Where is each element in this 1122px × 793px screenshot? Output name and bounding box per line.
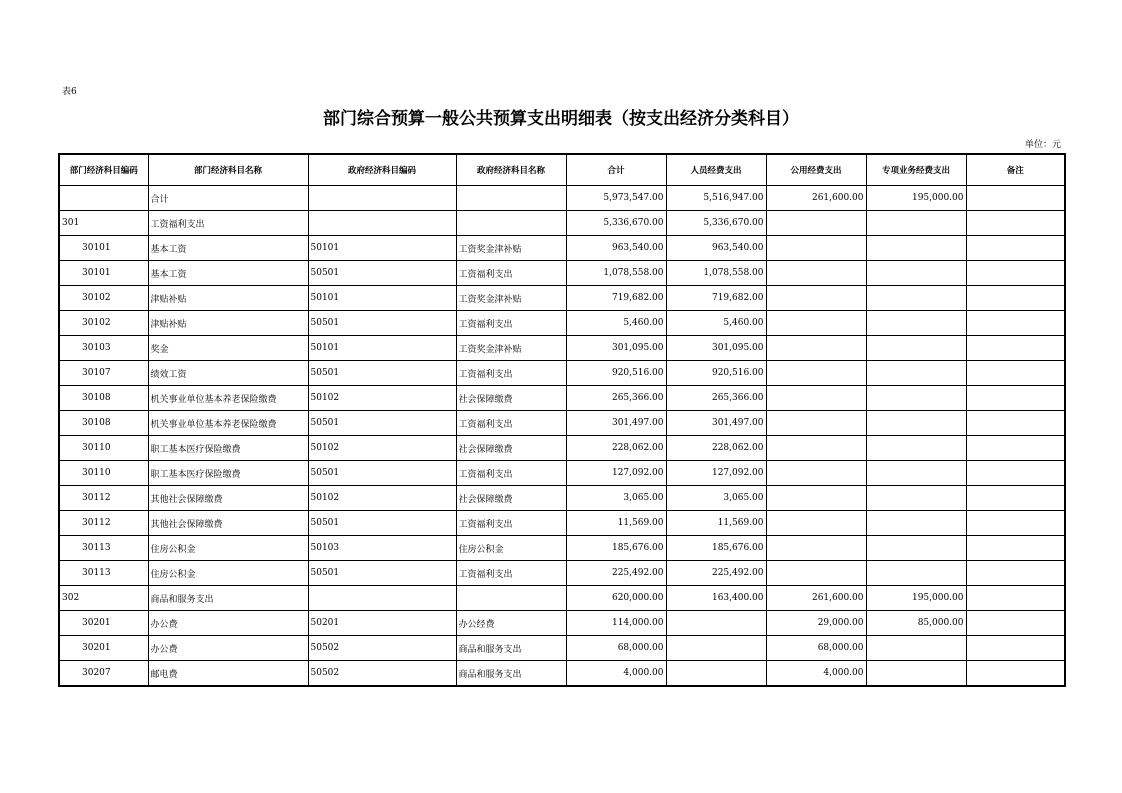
cell-personnel xyxy=(666,661,766,687)
cell-dept-code: 30112 xyxy=(59,511,148,536)
cell-public: 261,600.00 xyxy=(766,186,866,211)
cell-personnel: 3,065.00 xyxy=(666,486,766,511)
cell-dept-code: 30101 xyxy=(59,261,148,286)
cell-total: 5,460.00 xyxy=(566,311,666,336)
cell-dept-name: 其他社会保障缴费 xyxy=(148,486,308,511)
cell-personnel: 225,492.00 xyxy=(666,561,766,586)
cell-dept-name: 基本工资 xyxy=(148,236,308,261)
cell-public: 261,600.00 xyxy=(766,586,866,611)
cell-personnel: 920,516.00 xyxy=(666,361,766,386)
cell-public xyxy=(766,561,866,586)
cell-special xyxy=(866,561,966,586)
cell-special xyxy=(866,486,966,511)
table-row xyxy=(59,536,1065,561)
cell-dept-code: 30110 xyxy=(59,436,148,461)
cell-public xyxy=(766,436,866,461)
table-row xyxy=(59,436,1065,461)
cell-note xyxy=(966,211,1065,236)
cell-special xyxy=(866,211,966,236)
cell-note xyxy=(966,611,1065,636)
cell-dept-code: 30108 xyxy=(59,386,148,411)
cell-public xyxy=(766,536,866,561)
cell-gov-code: 50502 xyxy=(308,661,456,687)
cell-note xyxy=(966,286,1065,311)
cell-dept-name: 机关事业单位基本养老保险缴费 xyxy=(148,386,308,411)
cell-gov-code: 50101 xyxy=(308,236,456,261)
cell-dept-code: 30112 xyxy=(59,486,148,511)
cell-note xyxy=(966,536,1065,561)
cell-gov-code: 50501 xyxy=(308,561,456,586)
cell-personnel: 11,569.00 xyxy=(666,511,766,536)
cell-special xyxy=(866,436,966,461)
cell-dept-name: 办公费 xyxy=(148,636,308,661)
cell-personnel: 301,095.00 xyxy=(666,336,766,361)
table-row xyxy=(59,336,1065,361)
cell-total: 719,682.00 xyxy=(566,286,666,311)
cell-dept-name: 绩效工资 xyxy=(148,361,308,386)
cell-personnel xyxy=(666,611,766,636)
cell-dept-code: 30110 xyxy=(59,461,148,486)
cell-special xyxy=(866,236,966,261)
table-row xyxy=(59,636,1065,661)
cell-gov-code: 50501 xyxy=(308,411,456,436)
cell-personnel: 301,497.00 xyxy=(666,411,766,436)
header-special: 专项业务经费支出 xyxy=(866,154,966,186)
cell-gov-code: 50102 xyxy=(308,386,456,411)
cell-personnel: 163,400.00 xyxy=(666,586,766,611)
cell-note xyxy=(966,586,1065,611)
cell-special: 195,000.00 xyxy=(866,186,966,211)
table-row xyxy=(59,611,1065,636)
cell-gov-name: 工资福利支出 xyxy=(456,261,566,286)
cell-note xyxy=(966,436,1065,461)
cell-dept-name: 其他社会保障缴费 xyxy=(148,511,308,536)
cell-special xyxy=(866,261,966,286)
cell-public xyxy=(766,511,866,536)
cell-total: 68,000.00 xyxy=(566,636,666,661)
cell-dept-code: 30113 xyxy=(59,561,148,586)
cell-total: 3,065.00 xyxy=(566,486,666,511)
cell-dept-code: 30201 xyxy=(59,611,148,636)
cell-gov-name: 工资福利支出 xyxy=(456,411,566,436)
cell-gov-code xyxy=(308,586,456,611)
cell-personnel: 185,676.00 xyxy=(666,536,766,561)
cell-gov-code: 50102 xyxy=(308,436,456,461)
header-dept-name: 部门经济科目名称 xyxy=(148,154,308,186)
cell-dept-code xyxy=(59,186,148,211)
cell-gov-code: 50501 xyxy=(308,461,456,486)
cell-total: 225,492.00 xyxy=(566,561,666,586)
table-row xyxy=(59,236,1065,261)
cell-note xyxy=(966,361,1065,386)
cell-gov-name: 工资奖金津补贴 xyxy=(456,236,566,261)
cell-dept-name: 邮电费 xyxy=(148,661,308,687)
cell-total: 5,973,547.00 xyxy=(566,186,666,211)
cell-note xyxy=(966,661,1065,687)
cell-gov-code: 50501 xyxy=(308,311,456,336)
cell-total: 1,078,558.00 xyxy=(566,261,666,286)
cell-gov-code: 50101 xyxy=(308,336,456,361)
cell-total: 963,540.00 xyxy=(566,236,666,261)
cell-dept-code: 30108 xyxy=(59,411,148,436)
cell-note xyxy=(966,461,1065,486)
cell-public xyxy=(766,411,866,436)
cell-public xyxy=(766,311,866,336)
cell-gov-name: 工资福利支出 xyxy=(456,311,566,336)
cell-total: 620,000.00 xyxy=(566,586,666,611)
cell-dept-name: 奖金 xyxy=(148,336,308,361)
header-dept-code: 部门经济科目编码 xyxy=(59,154,148,186)
cell-note xyxy=(966,236,1065,261)
cell-note xyxy=(966,336,1065,361)
cell-gov-name: 工资奖金津补贴 xyxy=(456,286,566,311)
header-total: 合计 xyxy=(566,154,666,186)
cell-total: 920,516.00 xyxy=(566,361,666,386)
cell-dept-code: 301 xyxy=(59,211,148,236)
cell-gov-name xyxy=(456,186,566,211)
cell-dept-name: 职工基本医疗保险缴费 xyxy=(148,461,308,486)
cell-gov-code: 50502 xyxy=(308,636,456,661)
table-row xyxy=(59,361,1065,386)
cell-gov-name: 住房公积金 xyxy=(456,536,566,561)
cell-total: 5,336,670.00 xyxy=(566,211,666,236)
cell-personnel: 1,078,558.00 xyxy=(666,261,766,286)
cell-special: 85,000.00 xyxy=(866,611,966,636)
cell-total: 301,095.00 xyxy=(566,336,666,361)
cell-public xyxy=(766,461,866,486)
cell-dept-name: 商品和服务支出 xyxy=(148,586,308,611)
table-row xyxy=(59,311,1065,336)
cell-total: 127,092.00 xyxy=(566,461,666,486)
cell-gov-name: 商品和服务支出 xyxy=(456,636,566,661)
cell-gov-name: 社会保障缴费 xyxy=(456,436,566,461)
cell-note xyxy=(966,186,1065,211)
cell-dept-code: 30113 xyxy=(59,536,148,561)
cell-dept-name: 津贴补贴 xyxy=(148,286,308,311)
cell-personnel: 265,366.00 xyxy=(666,386,766,411)
cell-special xyxy=(866,536,966,561)
cell-note xyxy=(966,636,1065,661)
cell-gov-code: 50101 xyxy=(308,286,456,311)
cell-special xyxy=(866,461,966,486)
cell-dept-code: 30102 xyxy=(59,311,148,336)
cell-dept-name: 住房公积金 xyxy=(148,536,308,561)
cell-public: 68,000.00 xyxy=(766,636,866,661)
cell-gov-code xyxy=(308,211,456,236)
table-row xyxy=(59,411,1065,436)
cell-dept-name: 职工基本医疗保险缴费 xyxy=(148,436,308,461)
cell-total: 11,569.00 xyxy=(566,511,666,536)
cell-note xyxy=(966,486,1065,511)
table-row xyxy=(59,286,1065,311)
cell-gov-code: 50501 xyxy=(308,261,456,286)
cell-note xyxy=(966,511,1065,536)
cell-gov-name: 社会保障缴费 xyxy=(456,486,566,511)
cell-gov-code: 50103 xyxy=(308,536,456,561)
cell-special xyxy=(866,661,966,687)
cell-public xyxy=(766,236,866,261)
cell-total: 301,497.00 xyxy=(566,411,666,436)
cell-gov-name: 工资福利支出 xyxy=(456,511,566,536)
header-gov-name: 政府经济科目名称 xyxy=(456,154,566,186)
table-number: 表6 xyxy=(62,87,77,97)
cell-dept-code: 30207 xyxy=(59,661,148,687)
cell-gov-name: 工资奖金津补贴 xyxy=(456,336,566,361)
unit-label: 单位：元 xyxy=(1025,140,1062,150)
cell-gov-name: 商品和服务支出 xyxy=(456,661,566,687)
cell-gov-name xyxy=(456,211,566,236)
cell-note xyxy=(966,311,1065,336)
cell-dept-name: 机关事业单位基本养老保险缴费 xyxy=(148,411,308,436)
cell-note xyxy=(966,561,1065,586)
table-row xyxy=(59,386,1065,411)
table-row xyxy=(59,661,1065,687)
cell-total: 114,000.00 xyxy=(566,611,666,636)
cell-personnel: 5,516,947.00 xyxy=(666,186,766,211)
table-row xyxy=(59,461,1065,486)
cell-gov-name xyxy=(456,586,566,611)
cell-gov-name: 社会保障缴费 xyxy=(456,386,566,411)
cell-dept-code: 30201 xyxy=(59,636,148,661)
cell-special xyxy=(866,311,966,336)
cell-dept-name: 住房公积金 xyxy=(148,561,308,586)
header-public: 公用经费支出 xyxy=(766,154,866,186)
cell-personnel: 5,460.00 xyxy=(666,311,766,336)
cell-gov-code: 50501 xyxy=(308,511,456,536)
cell-note xyxy=(966,261,1065,286)
cell-gov-name: 工资福利支出 xyxy=(456,461,566,486)
cell-gov-name: 工资福利支出 xyxy=(456,561,566,586)
cell-public xyxy=(766,336,866,361)
cell-special xyxy=(866,411,966,436)
cell-personnel: 5,336,670.00 xyxy=(666,211,766,236)
table-row xyxy=(59,586,1065,611)
header-personnel: 人员经费支出 xyxy=(666,154,766,186)
table-body xyxy=(59,186,1065,687)
cell-gov-name: 办公经费 xyxy=(456,611,566,636)
cell-public xyxy=(766,211,866,236)
cell-gov-code: 50102 xyxy=(308,486,456,511)
cell-dept-code: 302 xyxy=(59,586,148,611)
cell-total: 4,000.00 xyxy=(566,661,666,687)
table-row xyxy=(59,186,1065,211)
table-row xyxy=(59,261,1065,286)
header-gov-code: 政府经济科目编码 xyxy=(308,154,456,186)
cell-dept-name: 津贴补贴 xyxy=(148,311,308,336)
cell-public xyxy=(766,286,866,311)
cell-personnel: 719,682.00 xyxy=(666,286,766,311)
cell-special: 195,000.00 xyxy=(866,586,966,611)
cell-total: 265,366.00 xyxy=(566,386,666,411)
table-row xyxy=(59,561,1065,586)
cell-total: 185,676.00 xyxy=(566,536,666,561)
cell-dept-name: 合计 xyxy=(148,186,308,211)
cell-public xyxy=(766,386,866,411)
cell-special xyxy=(866,386,966,411)
header-note: 备注 xyxy=(966,154,1065,186)
cell-gov-code: 50201 xyxy=(308,611,456,636)
page-title: 部门综合预算一般公共预算支出明细表（按支出经济分类科目） xyxy=(323,109,799,129)
cell-dept-code: 30107 xyxy=(59,361,148,386)
cell-personnel: 127,092.00 xyxy=(666,461,766,486)
cell-note xyxy=(966,411,1065,436)
cell-total: 228,062.00 xyxy=(566,436,666,461)
table-header-row xyxy=(59,154,1065,186)
cell-special xyxy=(866,336,966,361)
cell-public xyxy=(766,486,866,511)
cell-gov-code xyxy=(308,186,456,211)
table-row xyxy=(59,211,1065,236)
cell-public xyxy=(766,361,866,386)
expenditure-table xyxy=(58,153,1066,687)
cell-dept-name: 基本工资 xyxy=(148,261,308,286)
table-row xyxy=(59,511,1065,536)
cell-personnel: 228,062.00 xyxy=(666,436,766,461)
cell-dept-name: 工资福利支出 xyxy=(148,211,308,236)
table-row xyxy=(59,486,1065,511)
cell-personnel: 963,540.00 xyxy=(666,236,766,261)
cell-special xyxy=(866,361,966,386)
cell-note xyxy=(966,386,1065,411)
cell-special xyxy=(866,636,966,661)
cell-gov-code: 50501 xyxy=(308,361,456,386)
cell-public: 4,000.00 xyxy=(766,661,866,687)
cell-special xyxy=(866,511,966,536)
cell-gov-name: 工资福利支出 xyxy=(456,361,566,386)
cell-dept-code: 30101 xyxy=(59,236,148,261)
cell-dept-code: 30102 xyxy=(59,286,148,311)
cell-public: 29,000.00 xyxy=(766,611,866,636)
cell-special xyxy=(866,286,966,311)
cell-dept-code: 30103 xyxy=(59,336,148,361)
cell-personnel xyxy=(666,636,766,661)
cell-dept-name: 办公费 xyxy=(148,611,308,636)
cell-public xyxy=(766,261,866,286)
